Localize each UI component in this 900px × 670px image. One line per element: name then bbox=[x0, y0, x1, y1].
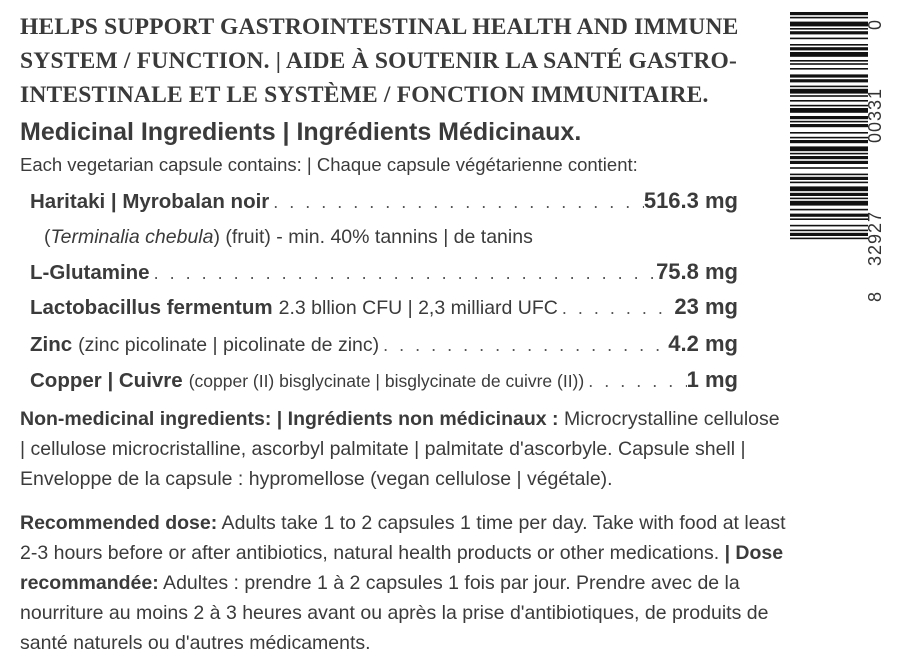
ingredient-row-lactobacillus bbox=[30, 294, 738, 324]
dose-label-en: Recommended dose: bbox=[20, 512, 218, 534]
leader-dots bbox=[269, 192, 644, 213]
barcode-bar bbox=[790, 79, 868, 82]
barcode-bar bbox=[790, 156, 868, 159]
barcode-bar bbox=[790, 60, 868, 62]
non-medicinal-label: Non-medicinal ingredients: | Ingrédients non médicinaux : bbox=[20, 408, 559, 430]
barcode-bar bbox=[790, 193, 868, 196]
leader-dots bbox=[150, 263, 656, 284]
latin-name: Terminalia chebula bbox=[50, 226, 214, 248]
barcode-bar bbox=[790, 95, 868, 97]
barcode-digit-left: 8 bbox=[865, 291, 885, 302]
recommended-dose bbox=[20, 508, 790, 658]
ingredient-detail: (zinc picolinate | picolinate de zinc) bbox=[78, 334, 380, 356]
barcode-bar bbox=[790, 186, 868, 191]
ingredient-name: Haritaki | Myrobalan noir bbox=[30, 190, 270, 213]
barcode-bar bbox=[790, 238, 868, 240]
ingredient-amount: 23 mg bbox=[674, 294, 738, 319]
barcode-bars bbox=[790, 12, 868, 239]
leader-dots bbox=[558, 298, 675, 319]
health-claim-line: HELPS SUPPORT GASTROINTESTINAL HEALTH AND IMMUNE bbox=[20, 14, 739, 40]
barcode-bar bbox=[790, 22, 868, 27]
barcode-bar bbox=[790, 177, 868, 180]
barcode-bar bbox=[790, 209, 868, 211]
barcode-bar bbox=[790, 182, 868, 184]
barcode-bar bbox=[790, 105, 868, 107]
barcode-bar bbox=[790, 12, 868, 15]
ingredient-row-glutamine bbox=[30, 259, 738, 289]
dose-label-fr: | Dose recommandée: bbox=[20, 542, 784, 594]
non-medicinal-text: Microcrystalline cellulose | cellulose microcristalline, ascorbyl palmitate | palmitate d'ascorbyle. Capsule shell | Enveloppe de la capsule : hypromellose (vegan cellulose | végétale). bbox=[20, 408, 780, 490]
note-paren: ( bbox=[44, 226, 51, 248]
barcode-bar bbox=[790, 214, 868, 217]
barcode-bar bbox=[790, 89, 868, 94]
barcode-bar bbox=[790, 44, 868, 46]
barcode-bar bbox=[790, 63, 868, 65]
barcode-digits-mid: 32927 bbox=[865, 210, 885, 266]
barcode-bar bbox=[790, 140, 868, 143]
ingredient-amount: 516.3 mg bbox=[643, 188, 738, 213]
barcode-bar bbox=[790, 116, 868, 119]
barcode-bar bbox=[790, 225, 868, 227]
ingredient-amount: 4.2 mg bbox=[668, 331, 738, 356]
medicinal-ingredients-heading: Medicinal Ingredients | Ingrédients Médicinaux. bbox=[20, 118, 582, 146]
ingredient-amount: 1 mg bbox=[686, 367, 738, 392]
haritaki-source-note bbox=[44, 226, 533, 249]
barcode-bar bbox=[790, 167, 868, 169]
ingredient-row-zinc bbox=[30, 331, 738, 361]
leader-dots bbox=[379, 335, 668, 356]
barcode-bar bbox=[790, 230, 868, 232]
ingredient-row-copper bbox=[30, 367, 738, 397]
health-claim-line: INTESTINALE ET LE SYSTÈME / FONCTION IMMUNITAIRE. bbox=[20, 82, 709, 108]
non-medicinal-ingredients bbox=[20, 404, 790, 494]
barcode-bar bbox=[790, 100, 868, 102]
ingredient-name: Lactobacillus fermentum bbox=[30, 296, 273, 319]
ingredient-name: Copper | Cuivre bbox=[30, 369, 183, 392]
barcode-bar bbox=[790, 121, 868, 123]
barcode-bar bbox=[790, 52, 868, 57]
health-claim-line: SYSTEM / FUNCTION. | AIDE À SOUTENIR LA SANTÉ GASTRO- bbox=[20, 48, 737, 74]
leader-dots bbox=[584, 371, 686, 392]
barcode-bar bbox=[790, 47, 868, 50]
barcode-bar bbox=[790, 132, 868, 134]
ingredient-detail: (copper (II) bisglycinate | bisglycinate de cuivre (II)) bbox=[188, 371, 585, 391]
barcode-bar bbox=[790, 17, 868, 19]
barcode-bar bbox=[790, 153, 868, 155]
barcode-bar bbox=[790, 31, 868, 34]
barcode-bar bbox=[790, 201, 868, 206]
barcode-bar bbox=[790, 146, 868, 151]
barcode-bar bbox=[790, 137, 868, 139]
barcode-bar bbox=[790, 74, 868, 77]
barcode-bar bbox=[790, 218, 868, 220]
ingredient-amount: 75.8 mg bbox=[656, 259, 738, 284]
barcode-bar bbox=[790, 38, 868, 40]
note-text: ) (fruit) - min. 40% tannins | de tanins bbox=[213, 226, 533, 248]
barcode-bar bbox=[790, 86, 868, 88]
barcode-bar bbox=[790, 28, 868, 30]
ingredient-name: L-Glutamine bbox=[30, 261, 150, 284]
dose-text-en: Adults take 1 to 2 capsules 1 time per day. Take with food at least 2-3 hours before or after antibiotics, natural health products or other medications. bbox=[20, 512, 786, 564]
barcode-bar bbox=[790, 198, 868, 200]
dose-text-fr: Adultes : prendre 1 à 2 capsules 1 fois par jour. Prendre avec de la nourriture au moins 2 à 3 heures avant ou après la prise d'antibiotiques, de produits de santé naturels ou d'autres médicaments. bbox=[20, 572, 769, 654]
health-claim bbox=[20, 10, 780, 112]
ingredient-detail: 2.3 bllion CFU | 2,3 milliard UFC bbox=[278, 297, 558, 319]
capsule-contents-intro: Each vegetarian capsule contains: | Chaque capsule végétarienne contient: bbox=[20, 154, 638, 175]
barcode-bar bbox=[790, 108, 868, 113]
barcode-digits-right: 00331 bbox=[865, 87, 885, 143]
barcode-bar bbox=[790, 233, 868, 236]
ingredient-row-haritaki bbox=[30, 188, 738, 218]
barcode-digit-top: 0 bbox=[865, 20, 885, 31]
barcode-bar bbox=[790, 68, 868, 70]
barcode-bar bbox=[790, 174, 868, 176]
upc-barcode bbox=[788, 8, 898, 308]
ingredient-name: Zinc bbox=[30, 333, 73, 356]
barcode-bar bbox=[790, 124, 868, 127]
barcode-bar bbox=[790, 161, 868, 164]
